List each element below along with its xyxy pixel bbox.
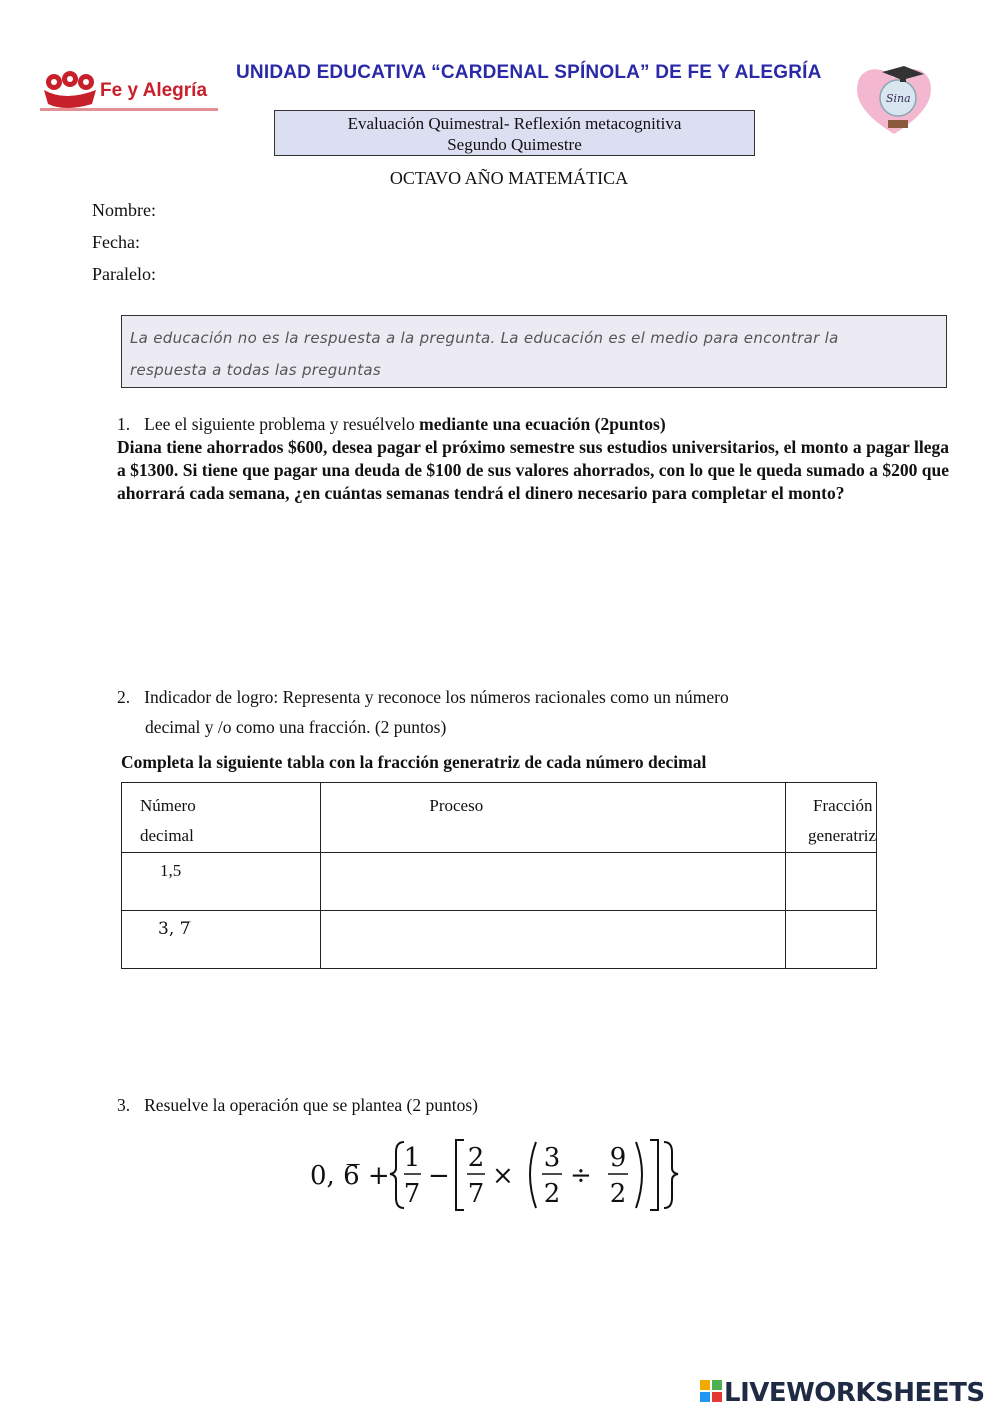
header-fraction: Fracción generatriz: [786, 783, 877, 853]
liveworksheets-text: LIVEWORKSHEETS: [724, 1378, 985, 1408]
name-label: Nombre:: [92, 200, 156, 220]
evaluation-title: Evaluación Quimestral- Reflexión metacognitiva: [347, 114, 682, 133]
frac2-num: 2: [467, 1143, 485, 1173]
question-1-intro: Lee el siguiente problema y resuélvelo: [144, 414, 415, 434]
school-crest-logo: [852, 58, 936, 140]
question-2-line-2: decimal y /o como una fracción. (2 puntos): [145, 717, 447, 737]
frac2-den: 7: [467, 1179, 485, 1209]
question-2-indicator: Indicador de logro: Representa y reconoce los números racionales como un número: [144, 687, 729, 707]
date-label: Fecha:: [92, 232, 140, 252]
logo-left-text: Fe y Alegría: [100, 80, 208, 101]
frac4-num: 9: [609, 1143, 627, 1173]
motivational-quote: [121, 315, 947, 388]
parallel-label: Paralelo:: [92, 264, 156, 284]
expr-lead: 0, 6̅ +: [310, 1161, 390, 1191]
expr-times: ×: [492, 1161, 514, 1191]
question-2-number: 2.: [117, 687, 131, 707]
question-3: [117, 1095, 478, 1116]
header-decimal: Número decimal: [122, 783, 321, 853]
math-expression: [300, 1128, 700, 1218]
fe-y-alegria-logo: [40, 68, 230, 116]
logo-right-text: Sina: [886, 92, 911, 105]
liveworksheets-brand: [700, 1378, 985, 1408]
row-2-decimal: 3, 7̅: [122, 911, 321, 969]
frac1-den: 7: [403, 1179, 421, 1209]
question-1-number: 1.: [117, 414, 131, 434]
table-row: [122, 853, 877, 911]
row-1-decimal: 1,5: [122, 853, 321, 911]
table-row: [122, 911, 877, 969]
table-header-row: [122, 783, 877, 853]
table-title: Completa la siguiente tabla con la fracción generatriz de cada número decimal: [121, 752, 707, 772]
question-2: [117, 682, 877, 742]
evaluation-period: Segundo Quimestre: [447, 135, 582, 154]
frac4-den: 2: [609, 1179, 627, 1209]
question-3-text: Resuelve la operación que se plantea (2 puntos): [144, 1095, 478, 1115]
question-1-intro-bold: mediante una ecuación (2puntos): [419, 414, 666, 434]
expr-minus: −: [428, 1161, 450, 1191]
question-2-line-1: [117, 682, 877, 712]
generatrix-table: [121, 782, 877, 969]
question-3-number: 3.: [117, 1095, 131, 1115]
question-1-problem: Diana tiene ahorrados $600, desea pagar el próximo semestre sus estudios universitarios, el monto a pagar llega a $1300. Si tiene que pagar una deuda de $100 de sus valores ahorrados, con lo que le queda sumado a $200 que ahorrará cada semana, ¿en cuántas semanas tendrá el dinero necesario para completar el monto?: [117, 437, 949, 503]
grade-subject: OCTAVO AÑO MATEMÁTICA: [389, 168, 629, 188]
row-1-process-cell[interactable]: [321, 853, 786, 911]
header-process: Proceso: [321, 783, 786, 853]
quote-line-1: La educación no es la respuesta a la pregunta. La educación es el medio para encontrar la: [130, 329, 839, 347]
question-1-heading: [117, 413, 949, 436]
row-2-fraction-cell[interactable]: [786, 911, 877, 969]
liveworksheets-logo-icon: [700, 1380, 722, 1402]
frac3-num: 3: [543, 1143, 561, 1173]
quote-line-2: respuesta a todas las preguntas: [130, 361, 382, 379]
frac3-den: 2: [543, 1179, 561, 1209]
frac1-num: 1: [403, 1143, 421, 1173]
row-2-process-cell[interactable]: [321, 911, 786, 969]
row-1-fraction-cell[interactable]: [786, 853, 877, 911]
school-name: UNIDAD EDUCATIVA “CARDENAL SPÍNOLA” DE FE Y ALEGRÍA: [236, 62, 822, 83]
question-1: [117, 413, 949, 505]
evaluation-title-box: [274, 110, 755, 156]
expr-divide: ÷: [570, 1161, 592, 1191]
